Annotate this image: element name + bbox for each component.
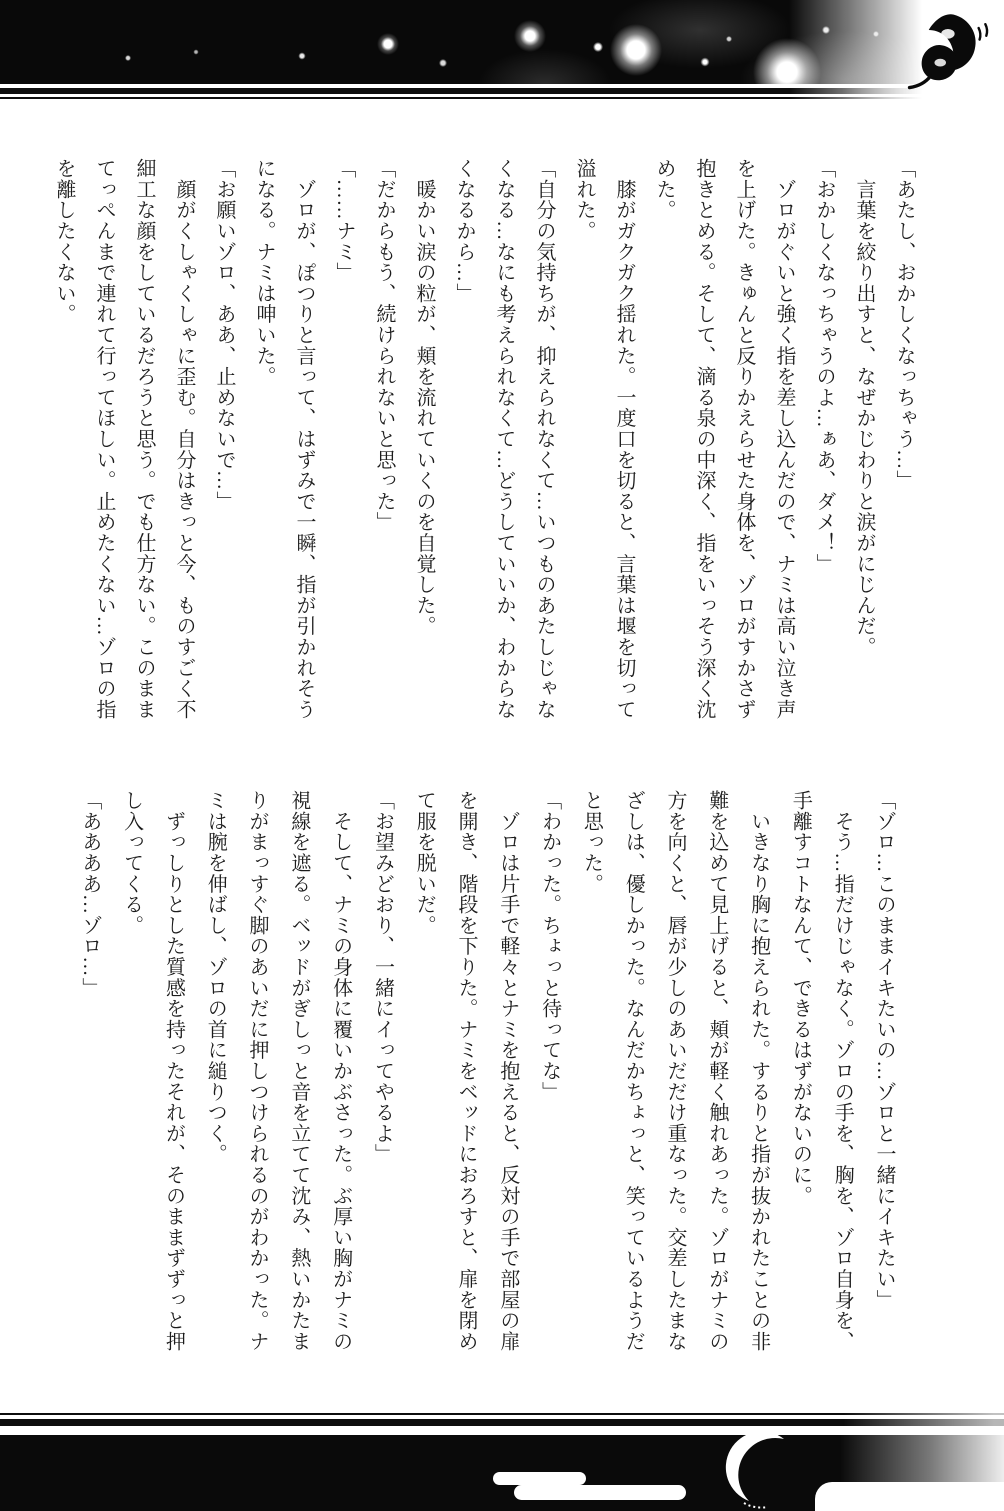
moon-highlight bbox=[941, 29, 954, 39]
text-column: ゾロは片手で軽々とナミを抱えると、反対の手で部屋の扉 bbox=[496, 790, 519, 1352]
text-column: 「わかった。ちょっと待ってな」 bbox=[538, 790, 561, 1102]
text-column: 顔がくしゃくしゃに歪む。自分はきっと今、ものすごく不 bbox=[173, 158, 195, 720]
text-column: くなる…なにも考えられなくて…どうしていいか、わからな bbox=[493, 158, 515, 720]
text-column: 「だからもう、続けられないと思った」 bbox=[373, 158, 395, 533]
header-band bbox=[0, 0, 1004, 101]
footer-art bbox=[0, 1435, 1004, 1511]
text-column: し入ってくる。 bbox=[120, 790, 143, 936]
moon-tail-stroke bbox=[910, 76, 931, 88]
text-column: ミは腕を伸ばし、ゾロの首に縋りつく。 bbox=[204, 790, 227, 1165]
sparkle-stroke-2 bbox=[985, 24, 987, 36]
text-column: 「自分の気持ちが、抑えられなくて…いつものあたしじゃな bbox=[533, 158, 555, 720]
text-column: ざしは、優しかった。なんだかちょっと、笑っているようだ bbox=[622, 790, 645, 1352]
text-column: て服を脱いだ。 bbox=[413, 790, 436, 936]
text-column: 細工な顔をしているだろうと思う。でも仕方ない。このまま bbox=[133, 158, 155, 720]
moon-highlight-2 bbox=[934, 59, 946, 67]
text-column: を離したくない。 bbox=[53, 158, 75, 325]
text-column: と思った。 bbox=[580, 790, 603, 894]
text-column: 「あたし、おかしくなっちゃう…」 bbox=[893, 158, 915, 491]
story-block-top bbox=[44, 158, 924, 746]
text-column: ゾロがぐいと強く指を差し込んだので、ナミは高い泣き声 bbox=[773, 158, 795, 720]
text-column: 「ゾロ…このままイキたいの…ゾロと一緒にイキたい」 bbox=[873, 790, 895, 1310]
text-column: 「おかしくなっちゃうのよ…ぁあ、ダメ！」 bbox=[813, 158, 835, 574]
text-column: 「ああああ…ゾロ…」 bbox=[78, 790, 101, 998]
text-column: てっぺんまで連れて行ってほしい。止めたくない…ゾロの指 bbox=[93, 158, 115, 720]
text-column: りがまっすぐ脚のあいだに押しつけられるのがわかった。ナ bbox=[246, 790, 269, 1352]
footer-rule-thin bbox=[0, 1413, 1004, 1415]
text-column: 膝がガクガク揺れた。一度口を切ると、言葉は堰を切って bbox=[613, 158, 635, 720]
text-column: めた。 bbox=[653, 158, 675, 221]
text-column: 言葉を絞り出すと、なぜかじわりと涙がにじんだ。 bbox=[853, 158, 875, 658]
text-column: を上げた。きゅんと反りかえらせた身体を、ゾロがすかさず bbox=[733, 158, 755, 720]
text-column: ゾロが、ぽつりと言って、はずみで一瞬、指が引かれそう bbox=[293, 158, 315, 720]
cloud-notch-shape bbox=[815, 1482, 1004, 1511]
text-column: くなるから…」 bbox=[453, 158, 475, 304]
text-column: 視線を遮る。ベッドがぎしっと音を立てて沈み、熱いかたま bbox=[287, 790, 310, 1352]
text-column: 難を込めて見上げると、頬が軽く触れあった。ゾロがナミの bbox=[705, 790, 728, 1352]
text-column: そして、ナミの身体に覆いかぶさった。ぶ厚い胸がナミの bbox=[329, 790, 352, 1352]
halftone-arc bbox=[744, 1503, 768, 1508]
text-column: を開き、階段を下りた。ナミをベッドにおろすと、扉を閉め bbox=[455, 790, 478, 1352]
text-column: そう…指だけじゃなく。ゾロの手を、胸を、ゾロ自身を、 bbox=[831, 790, 854, 1352]
text-column: 「……ナミ」 bbox=[333, 158, 355, 283]
text-column: ずっしりとした質感を持ったそれが、そのままずずっと押 bbox=[162, 790, 185, 1352]
story-block-bottom bbox=[68, 790, 904, 1378]
crescent-moon-icon bbox=[726, 1435, 784, 1501]
ink-moon-face-icon bbox=[898, 5, 994, 101]
text-column: 「お願いゾロ、ああ、止めないで…」 bbox=[213, 158, 235, 512]
text-column: 溢れた。 bbox=[573, 158, 595, 242]
text-column: 暖かい涙の粒が、頬を流れていくのを自覚した。 bbox=[413, 158, 435, 637]
footer-rule-thick bbox=[0, 1419, 1004, 1426]
text-column: 手離すコトなんて、できるはずがないのに。 bbox=[789, 790, 812, 1206]
footer-band bbox=[0, 1412, 1004, 1511]
text-column: になる。ナミは呻いた。 bbox=[253, 158, 275, 387]
sparkle-stroke bbox=[979, 28, 981, 40]
text-column: 抱きとめる。そして、滴る泉の中深く、指をいっそう深く沈 bbox=[693, 158, 715, 720]
cloud-bar-icon bbox=[514, 1485, 686, 1500]
text-column: 「お望みどおり、一緒にイってやるよ」 bbox=[371, 790, 394, 1165]
cloud-bar-icon bbox=[493, 1472, 586, 1485]
text-column: 方を向くと、唇が少しのあいだだけ重なった。交差したまな bbox=[664, 790, 687, 1352]
text-column: いきなり胸に抱えられた。するりと指が抜かれたことの非 bbox=[747, 790, 770, 1352]
footer-black-band bbox=[0, 1435, 1004, 1511]
